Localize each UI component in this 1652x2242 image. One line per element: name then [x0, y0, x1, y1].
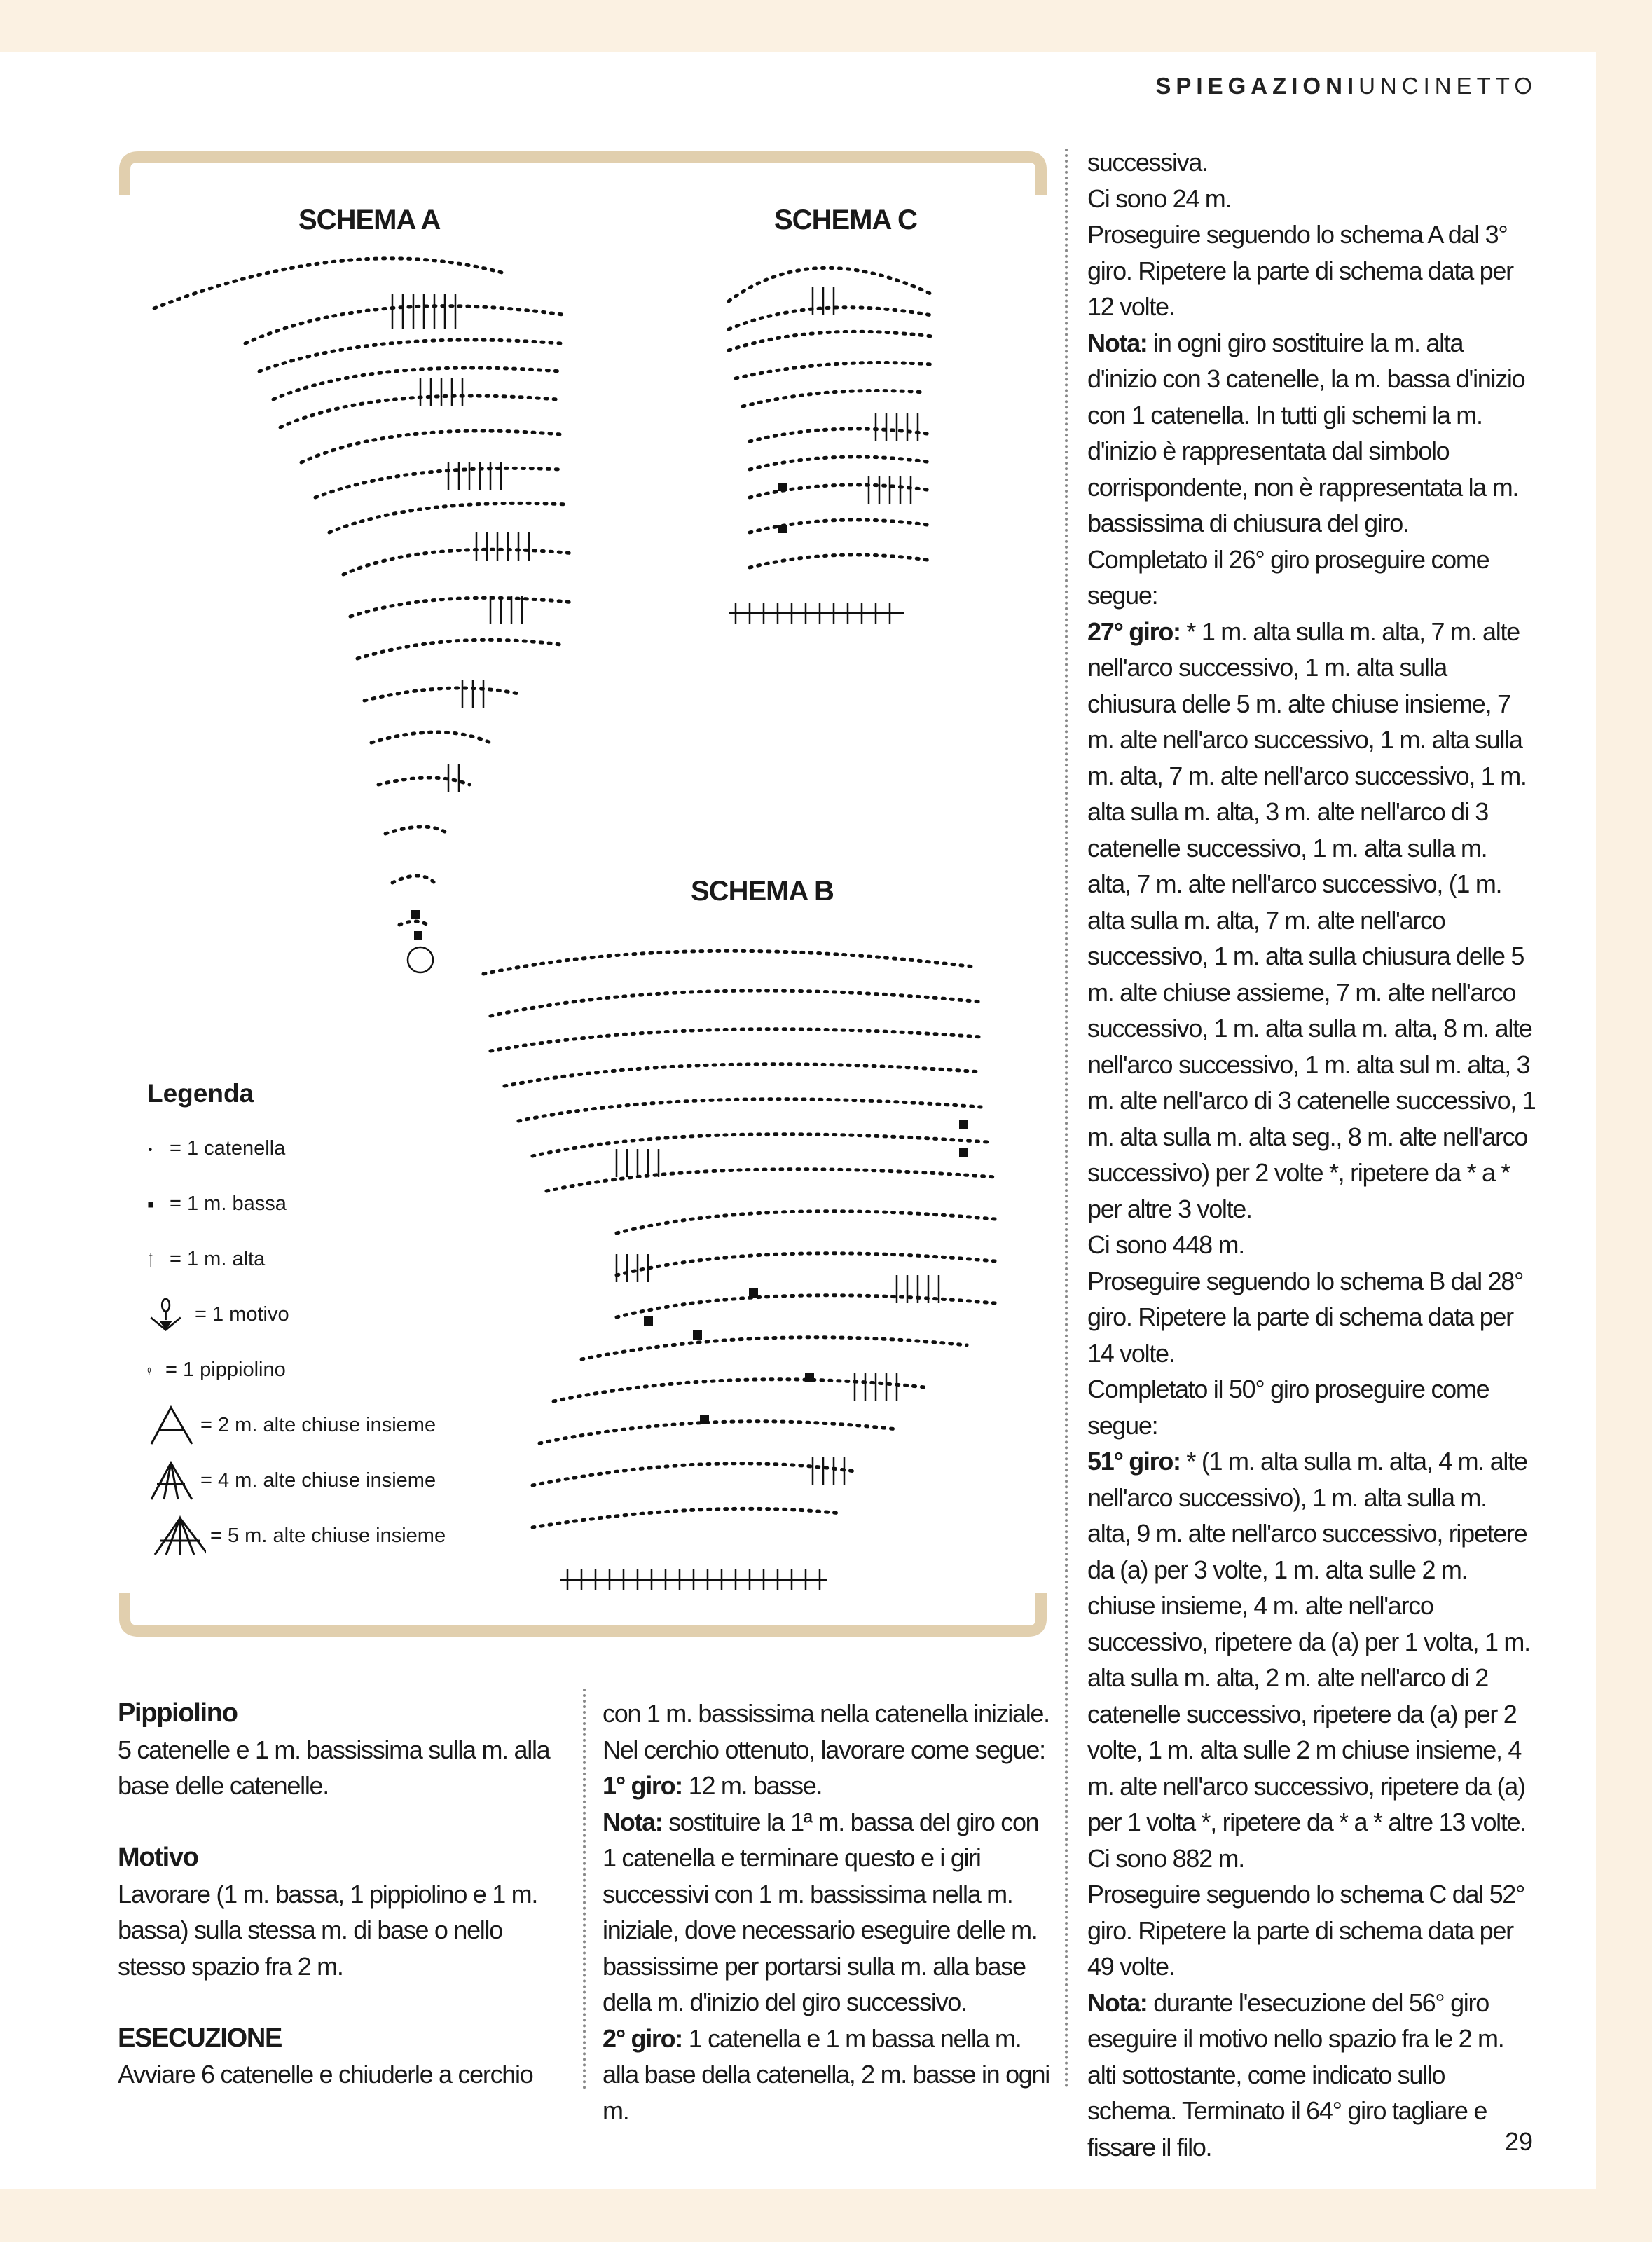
- right-p7: Completato il 50° giro proseguire come segue:: [1087, 1375, 1489, 1440]
- giro2-label: 2° giro:: [603, 2023, 683, 2053]
- right-p3: Proseguire seguendo lo schema A dal 3° giro. Ripetere la parte di schema data per 12 volte.: [1087, 220, 1513, 321]
- schema-c-title: SCHEMA C: [774, 205, 917, 235]
- right-p1: successiva.: [1087, 148, 1208, 177]
- motif-icon: [147, 1294, 191, 1336]
- legend-row-catenella: [147, 1121, 567, 1176]
- giro2: [603, 2021, 1054, 2129]
- column-divider-right: [1065, 149, 1068, 2089]
- legend-label: = 4 m. alte chiuse insieme: [200, 1469, 436, 1492]
- four-together-icon: [147, 1460, 196, 1502]
- legend-row-motivo: [147, 1287, 567, 1342]
- schema-a-title: SCHEMA A: [298, 205, 441, 235]
- mid-p1: con 1 m. bassissima nella catenella iniziale. Nel cerchio ottenuto, lavorare come segue:: [603, 1699, 1049, 1764]
- nota2-label: Nota:: [1087, 1988, 1148, 2017]
- legend-row-5-alte: [147, 1508, 567, 1564]
- motivo-text: Lavorare (1 m. bassa, 1 pippiolino e 1 m. bassa) sulla stessa m. di base o nello stesso spazio fra 2 m.: [118, 1879, 538, 1981]
- legend-row-alta: [147, 1232, 567, 1287]
- header-part1: SPIEGAZIONI: [1155, 73, 1359, 99]
- right-p2: Ci sono 24 m.: [1087, 184, 1232, 213]
- schema-a-diagram: [140, 252, 603, 981]
- section-header: [1155, 73, 1537, 99]
- legend-row-pippiolino: [147, 1342, 567, 1398]
- legend-label: = 1 m. bassa: [170, 1192, 287, 1215]
- nota2-text: durante l'esecuzione del 56° giro eseguire il motivo nello spazio fra le 2 m. alti sottostante, come indicato sullo schema. Terminato il 64° giro tagliare e fissare il filo.: [1087, 1988, 1504, 2161]
- esecuzione-title: ESECUZIONE: [118, 2023, 282, 2053]
- double-crochet-icon: [147, 1239, 165, 1281]
- giro27: [1087, 614, 1536, 1227]
- page-number: 29: [1504, 2127, 1533, 2156]
- legend-row-bassa: [147, 1176, 567, 1232]
- right-p8: Ci sono 882 m.: [1087, 1843, 1244, 1873]
- giro27-label: 27° giro:: [1087, 617, 1181, 646]
- legend-label: = 1 catenella: [170, 1137, 286, 1160]
- dot-icon: [147, 1128, 165, 1170]
- middle-column: [603, 1696, 1054, 2128]
- nota1: [1087, 325, 1536, 542]
- legend-label: = 1 m. alta: [170, 1248, 266, 1270]
- giro51-label: 51° giro:: [1087, 1447, 1181, 1476]
- nota1-text: in ogni giro sostituire la m. alta d'inizio con 3 catenelle, la m. bassa d'inizio con 1 catenella. In tutti gli schemi la m. d'inizio è rappresentata dal simbolo corrispondente, non è rappresentata la m. bassissima di chiusura del giro.: [1087, 328, 1525, 537]
- top-bracket: [118, 149, 1049, 198]
- legend-row-4-alte: [147, 1453, 567, 1508]
- legend-label: = 1 motivo: [195, 1303, 289, 1326]
- nota-label: Nota:: [603, 1807, 663, 1836]
- giro27-text: * 1 m. alta sulla m. alta, 7 m. alte nell'arco successivo, 1 m. alta sulla chiusura delle 5 m. alte chiuse insieme, 7 m. alte nell'arco successivo, 1 m. alta sulla m. alta, 7 m. alte nell'arco successivo, 1 m. alta sulla m. alta, 3 m. alte nell'arco di 3 catenelle successivo, 1 m. alta sulla m. alta, 7 m. alte nell'arco successivo, (1 m. alta sulla m. alta, 7 m. alte nell'arco successivo, 1 m. alta sulla chiusura delle 5 m. alte chiuse assieme, 7 m. alte nell'arco successivo, 1 m. alta sulla m. alta, 8 m. alte nell'arco successivo, 1 m. alta sul m. alta, 3 m. alte nell'arco di 3 catenelle successivo, 1 m. alta sulla m. alta seg., 8 m. alte nell'arco successivo) per 2 volte *, ripetere da * a * per altre 3 volte.: [1087, 617, 1536, 1223]
- right-p6: Proseguire seguendo lo schema B dal 28° giro. Ripetere la parte di schema data per 14 volte.: [1087, 1266, 1524, 1368]
- legend-row-2-alte: [147, 1398, 567, 1453]
- giro51: [1087, 1443, 1536, 1841]
- schema-c-diagram: [722, 252, 960, 631]
- right-column: [1087, 144, 1536, 2165]
- giro1: [603, 1768, 1054, 1804]
- right-p5: Ci sono 448 m.: [1087, 1230, 1244, 1259]
- legend-label: = 5 m. alte chiuse insieme: [210, 1525, 446, 1547]
- pippiolino-text: 5 catenelle e 1 m. bassissima sulla m. alla base delle catenelle.: [118, 1735, 550, 1800]
- right-p4: Completato il 26° giro proseguire come segue:: [1087, 544, 1489, 610]
- bottom-bracket: [118, 1590, 1049, 1639]
- legend: [147, 1079, 567, 1564]
- five-together-icon: [147, 1515, 206, 1557]
- giro51-text: * (1 m. alta sulla m. alta, 4 m. alte nell'arco successivo), 1 m. alta sulla m. alta, 9 m. alte nell'arco successivo, ripetere da (a) per 3 volte, 1 m. alta sulle 2 m. chiuse insieme, 4 m. alte nell'arco successivo, ripetere da (a) per 1 volta, 1 m. alta sulla m. alta, 2 m. alte nell'arco di 2 catenelle successivo, ripetere da (a) per 2 volte, 1 m. alta sulle 2 m chiuse insieme, 4 m. alte nell'arco successivo, ripetere da (a) per 1 volta *, ripetere da * a * altre 13 volte.: [1087, 1447, 1530, 1836]
- giro1-text: 12 m. basse.: [682, 1771, 822, 1800]
- giro1-label: 1° giro:: [603, 1771, 683, 1800]
- nota2: [1087, 1985, 1536, 2166]
- picot-icon: [147, 1349, 161, 1391]
- square-icon: [147, 1183, 165, 1225]
- nota-mid: [603, 1804, 1054, 2021]
- giro2-text: 1 catenella e 1 m bassa nella m. alla base della catenella, 2 m. basse in ogni m.: [603, 2023, 1049, 2125]
- header-part2: UNCINETTO: [1358, 73, 1537, 99]
- schema-b-title: SCHEMA B: [691, 876, 834, 907]
- right-p9: Proseguire seguendo lo schema C dal 52° giro. Ripetere la parte di schema data per 49 volte.: [1087, 1880, 1525, 1981]
- two-together-icon: [147, 1405, 196, 1447]
- left-column: [118, 1696, 573, 2093]
- nota1-label: Nota:: [1087, 328, 1148, 357]
- legend-title: Legenda: [147, 1079, 254, 1108]
- motivo-title: Motivo: [118, 1843, 198, 1872]
- pippiolino-title: Pippiolino: [118, 1698, 238, 1728]
- column-divider-middle: [583, 1689, 586, 2089]
- legend-label: = 2 m. alte chiuse insieme: [200, 1414, 436, 1436]
- nota-text: sostituire la 1ª m. bassa del giro con 1 catenella e terminare questo e i giri successivi con 1 m. bassissima nella m. iniziale, dove necessario eseguire delle m. bassissime per portarsi sulla m. alla base della m. d'inizio del giro successivo.: [603, 1807, 1039, 2016]
- legend-label: = 1 pippiolino: [165, 1359, 286, 1381]
- esecuzione-text: Avviare 6 catenelle e chiuderle a cerchio: [118, 2060, 533, 2089]
